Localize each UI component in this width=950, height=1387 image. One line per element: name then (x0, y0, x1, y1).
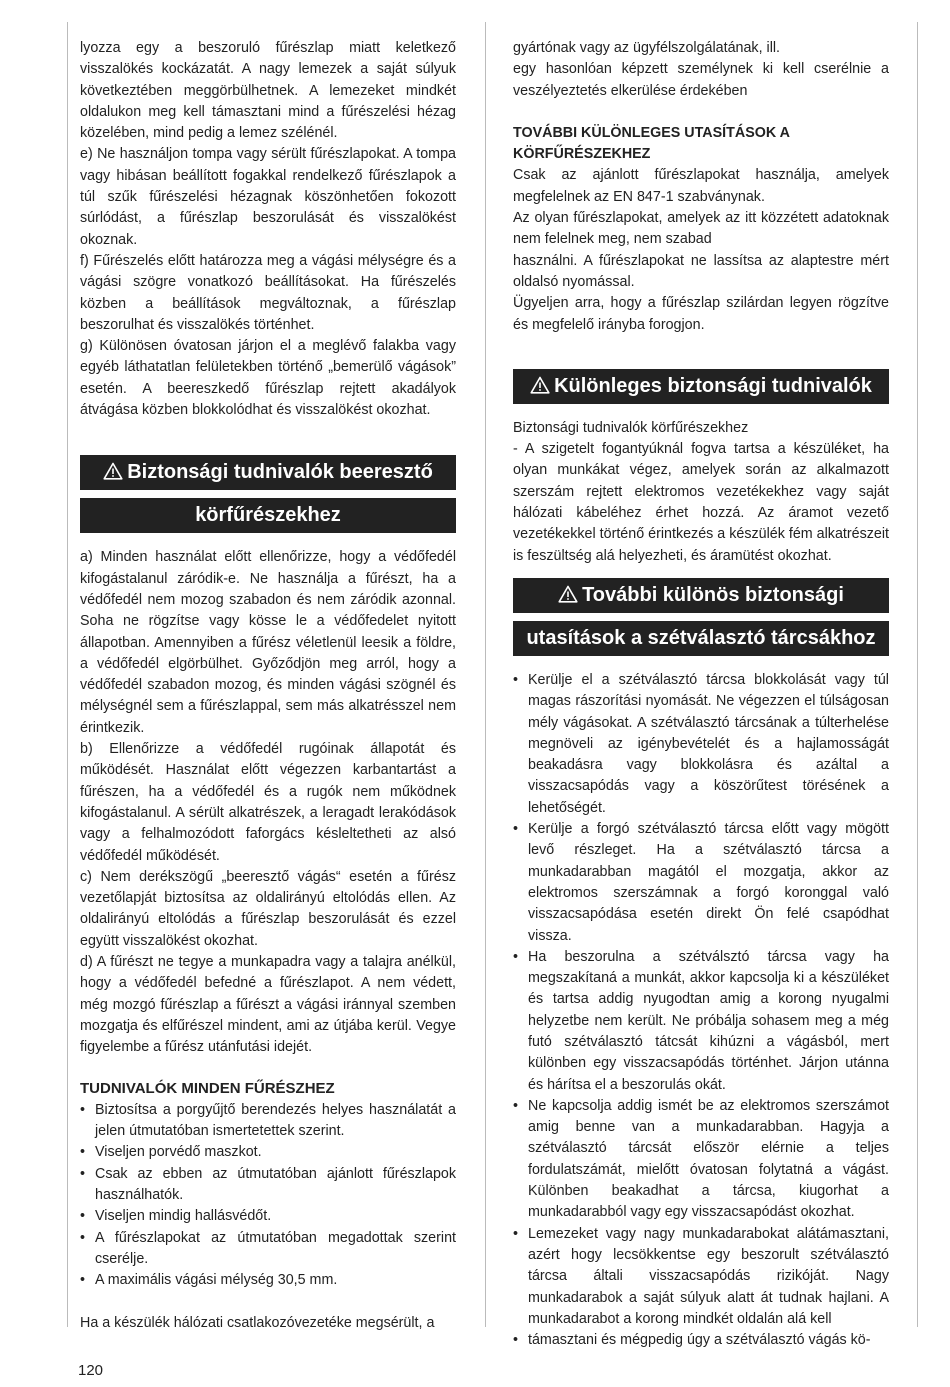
banner-title: Különleges biztonsági tudnivalók (554, 374, 872, 397)
special-safety-section (513, 418, 889, 567)
banner-line (513, 369, 889, 404)
list-item: • Biztosítsa a porgyűjtő berendezés helyes használatát a jelen útmutatóban ismertetettek szerint. (80, 1100, 456, 1143)
banner-line (80, 498, 456, 533)
list-item: • Viseljen porvédő maszkot. (80, 1142, 456, 1163)
all-saws-heading: TUDNIVALÓK MINDEN FŰRÉSZHEZ (80, 1080, 335, 1098)
paragraph: Csak az ajánlott fűrészlapokat használja, amelyek megfelelnek az EN 847-1 szabványnak. (513, 167, 889, 205)
paragraph: e) Ne használjon tompa vagy sérült fűrészlapokat. A tompa vagy hibásan beállított fogakkal rendelkező fűrészlapok a túl szűk fűrészelési hézagnak köszönhetően fokozott súrlódást, a fűrészlap beszorulását és visszalökést okoznak. (80, 146, 456, 248)
paragraph: lyozza egy a beszoruló fűrészlap miatt keletkező visszalökés kockázatát. A nagy lemezek a saját súlyuk következtében meggörbülhetnek. A lemezeket mindkét oldalukon meg kell támasztani mind a fűrészelési hézag közelében, mind pedig a lemez szélénél. (80, 40, 456, 142)
list-item: • Viseljen mindig hallásvédőt. (80, 1206, 456, 1227)
cutoff-disc-list (513, 670, 889, 1352)
paragraph: g) Különösen óvatosan járjon el a meglévő falakba vagy egyéb láthatatlan felületekben történő „bemerülő vágások” esetén. A beereszkedő fűrészlap rejtett akadályok átvágása közben blokkolódhat és visszalökést okozhat. (80, 338, 456, 419)
paragraph: c) Nem derékszögű „beeresztő vágás“ esetén a fűrész vezetőlapját biztosítsa az oldalirányú eltolódás ellen. Az oldalirányú eltolódás a fűrészlap beszorulását és ezzel együtt visszalökést okozhat. (80, 868, 456, 949)
circular-saw-heading: TOVÁBBI KÜLÖNLEGES UTASÍTÁSOK A KÖRFŰRÉSZEKHEZ (513, 124, 790, 163)
paragraph: gyártónak vagy az ügyfélszolgálatának, ill. (513, 40, 781, 56)
cutoff-disc-banner (513, 578, 889, 656)
list-item: • Ha beszorulna a szétválsztó tárcsa vagy ha megszakítaná a munkát, akkor kapcsolja ki a készüléket és tartsa addig nyugodtan amig a korong nyugalmi helyzetbe nem került. Ne próbálja sohasem meg a még futó szétválasztó tátcsát kihúzni a vágásból, mert különben egy visszacsapódás történhet. Járjon utánna és hárítsa el a beszorulás okát. (513, 947, 889, 1096)
paragraph: f) Fűrészelés előtt határozza meg a vágási mélységre és a vágási szögre vonatkozó beállításokat. Ha fűrészelés közben a beállítások megváltoznak, a fűrészlap beszorulhat és visszalökés történhet. (80, 252, 456, 333)
plunge-saw-section (80, 547, 456, 1058)
special-safety-banner (513, 369, 889, 404)
banner-title: Biztonsági tudnivalók beeresztő (127, 461, 433, 484)
paragraph: a) Minden használat előtt ellenőrizze, hogy a védőfedél kifogástalanul záródik-e. Ne használja a fűrészt, ha a védőfedél nem mozog szabadon és nem záródik azonnal. Soha ne rögzítse vagy kösse le a védőfedelet nyitott állapotban. Amennyiben a fűrész véletlenül leesik a földre, a védőfedél elgörbülhet. Győződjön meg arról, hogy a védőfedél szabadon mozog, és minden vágási szögnél és mélységnél sem a fűrészlappal, sem más alkatrésszel nem érintkezik. (80, 549, 456, 736)
paragraph: Ügyeljen arra, hogy a fűrészlap szilárdan legyen rögzítve és megfelelő irányba forogjon. (513, 295, 889, 333)
warning-triangle-icon (558, 585, 578, 603)
right-column-rule (917, 22, 918, 1327)
list-item: • Lemezeket vagy nagy munkadarabokat alátámasztani, azért hogy lecsökkentse egy beszorult szétválasztó tárcsa általi visszacsapódás rizikóját. Nagy munkadarabok a saját súlyuk alatt át tudnak hajlani. A munkadarabot a korong mindkét oldalán alá kell (513, 1224, 889, 1330)
left-column (80, 38, 456, 1335)
banner-title: utasítások a szétválasztó tárcsákhoz (526, 626, 876, 649)
center-column-rule (485, 22, 486, 1327)
paragraph: Biztonsági tudnivalók körfűrészekhez (513, 419, 749, 436)
banner-title: körfűrészekhez (195, 504, 341, 527)
warning-triangle-icon (103, 462, 123, 480)
paragraph: b) Ellenőrizze a védőfedél rugóinak állapotát és működését. Használat előtt végezzen karbantartást a fűrészen, ha a védőfedél és a rugók nem működnek kifogástalanul. A sérült alkatrészek, a leragadt lerakódások vagy a felhalmozódott faforgács késleltetheti az alsó védőfedél működését. (80, 741, 456, 864)
banner-line (513, 621, 889, 656)
right-column (513, 38, 889, 1351)
list-item: • Kerülje el a szétválasztó tárcsa blokkolását vagy túl magas rászorítási nyomását. Ne végezzen el túlságosan mély vágásokat. A szétválasztó tárcsának a túlterhelése megnöveli az igénybevételét és a hajlamosságát beakadásra vagy blokkolásra és azáltal a visszacsapódás vagy a köszörűtest törésének a lehetőségét. (513, 670, 889, 819)
all-saws-list (80, 1100, 456, 1292)
page-number: 120 (78, 1362, 104, 1379)
paragraph: - A szigetelt fogantyúknál fogva tartsa a készüléket, ha olyan munkákat végez, amelyek során az alkalmazott szerszám rejtett elektromos vezetékekhez vagy saját hálózati kábeléhez érhet hozzá. Az áramot vezető vezetékekkel történő érintkezés a készülék fém alkatrészeit is feszültség alá helyezheti, és áramütést okozhat. (513, 441, 889, 564)
paragraph: egy hasonlóan képzett személynek ki kell cserélnie a veszélyeztetés elkerülése érdekében (513, 61, 889, 99)
plunge-saw-banner (80, 455, 456, 533)
paragraph: használni. A fűrészlapokat ne lassítsa az alaptestre mért oldalsó nyomással. (513, 252, 889, 290)
banner-line (513, 578, 889, 613)
cable-paragraph: Ha a készülék hálózati csatlakozóvezetéke megsérült, a (80, 1315, 435, 1332)
list-item: • Kerülje a forgó szétválasztó tárcsa előtt vagy mögött levő részleget. Ha a szétválasztó tárcsa a munkadarabban magától el mozgatja, akkor az elektromos szerszámnak a forgó koronggal való visszacsapódása esetén direkt Ön felé csapódhat vissza. (513, 819, 889, 947)
cable-continuation (513, 38, 889, 102)
circular-saw-section (513, 165, 889, 335)
left-column-rule (67, 22, 68, 1327)
list-item: • A fűrészlapokat az útmutatóban megadottak szerint cserélje. (80, 1228, 456, 1271)
warning-triangle-icon (530, 376, 550, 394)
banner-title: További különös biztonsági (582, 583, 844, 606)
list-item: • A maximális vágási mélység 30,5 mm. (80, 1270, 456, 1291)
paragraph: Az olyan fűrészlapokat, amelyek az itt közzétett adatoknak nem felelnek meg, nem szabad (513, 210, 889, 248)
list-item: • támasztani és mégpedig úgy a szétválasztó vágás kö- (513, 1330, 889, 1351)
intro-section (80, 38, 456, 421)
list-item: • Csak az ebben az útmutatóban ajánlott fűrészlapok használhatók. (80, 1164, 456, 1207)
list-item: • Ne kapcsolja addig ismét be az elektromos szerszámot amig benne van a munkadarabban. Hagyja a szétválasztó tárcsát először elérnie a teljes fordulatszámát, mielőtt óvatosan folytatná a vágást. Különben beakadhat a tárcsa, kiugorhat a munkadarabból vagy egy visszacsapódást okozhat. (513, 1096, 889, 1224)
banner-line (80, 455, 456, 490)
paragraph: d) A fűrészt ne tegye a munkapadra vagy a talajra anélkül, hogy a védőfedél befedné a fűrészlapot. A nem védett, még mozgó fűrészlap a fűrészt a vágási iránnyal szemben mozgatja és elfűrészel mindent, ami az útjába kerül. Vegye figyelembe a fűrész utánfutási idejét. (80, 953, 456, 1056)
